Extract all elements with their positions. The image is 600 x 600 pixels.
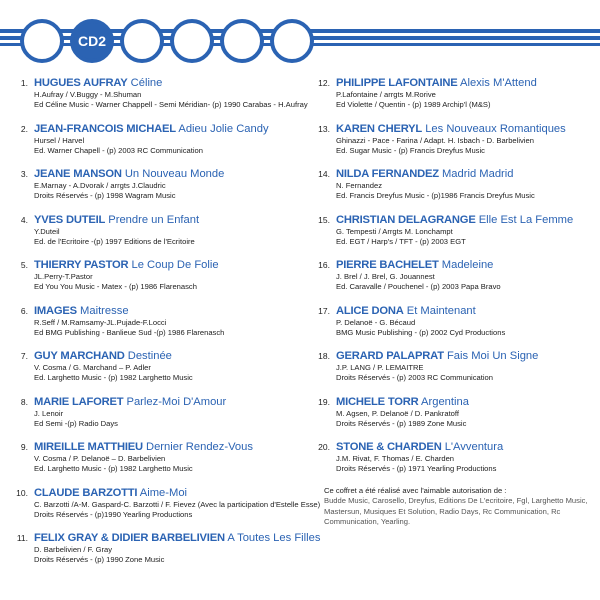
track-credit: Ed Céline Music - Warner Chappell - Semi Méridian- (p) 1990 Carabas - H.Aufray xyxy=(34,100,308,109)
track-credit: E.Marnay - A.Dvorak / arrgts J.Claudric xyxy=(34,181,166,190)
disc-circle xyxy=(220,19,264,63)
track-credit: C. Barzotti /A-M. Gaspard-C. Barzotti / F. Fievez (Avec la participation d'Estelle Esse) xyxy=(34,499,321,509)
tracklist-left-column xyxy=(6,76,321,577)
track-song: Madeleine xyxy=(441,259,494,271)
track-artist: CLAUDE BARZOTTI xyxy=(34,486,138,499)
track-song: Dernier Rendez-Vous xyxy=(146,441,253,453)
track-item xyxy=(6,531,321,565)
track-body xyxy=(34,122,306,156)
track-body xyxy=(336,349,598,383)
track-title xyxy=(34,304,306,318)
track-number: 15. xyxy=(318,214,330,225)
track-number: 2. xyxy=(20,123,28,134)
track-artist: GUY MARCHAND xyxy=(34,350,125,362)
track-item xyxy=(6,167,306,201)
track-artist: FELIX GRAY & DIDIER BARBELIVIEN xyxy=(34,532,225,544)
track-credit: Ed BMG Publishing - Banlieue Sud -(p) 1986 Flarenasch xyxy=(34,327,225,337)
track-title xyxy=(336,122,598,136)
track-number: 18. xyxy=(318,351,330,361)
track-item xyxy=(6,349,306,383)
track-credit: Ed. Caravalle / Pouchenel - (p) 2003 Papa Bravo xyxy=(336,282,501,291)
track-body xyxy=(34,167,306,201)
disc-circles xyxy=(20,19,314,69)
track-artist: GERARD PALAPRAT xyxy=(336,350,444,362)
track-number: 6. xyxy=(20,305,28,316)
track-body xyxy=(336,395,598,429)
track-credit: R.Seff / M.Ramsamy-JL.Pujade-F.Locci xyxy=(34,317,167,327)
track-song: Et Maintenant xyxy=(406,304,476,317)
track-number: 17. xyxy=(318,305,330,316)
track-artist: MICHELE TORR xyxy=(336,395,419,408)
track-title xyxy=(34,167,306,181)
track-item xyxy=(308,395,598,429)
track-credit: J.M. Rivat, F. Thomas / E. Charden xyxy=(336,454,455,463)
track-artist: CHRISTIAN DELAGRANGE xyxy=(336,213,476,226)
header-banner xyxy=(0,0,600,75)
track-credit: Ed. EGT / Harp's / TFT - (p) 2003 EGT xyxy=(336,236,466,246)
track-number: 13. xyxy=(318,123,330,134)
track-song: Argentina xyxy=(421,395,469,408)
track-number: 14. xyxy=(318,169,330,179)
track-body xyxy=(34,213,306,247)
disc-label: CD2 xyxy=(77,33,106,49)
track-credit: Ed Semi -(p) Radio Days xyxy=(34,418,118,428)
track-credit: Droits Réservés - (p) 1971 Yearling Productions xyxy=(336,464,497,473)
track-credit: H.Aufray / V.Buggy - M.Shuman xyxy=(34,90,142,99)
track-credit: M. Agsen, P. Delanoë / D. Pankratoff xyxy=(336,408,459,418)
track-body xyxy=(34,440,306,474)
track-artist: THIERRY PASTOR xyxy=(34,259,129,271)
track-artist: JEAN-FRANCOIS MICHAEL xyxy=(34,122,176,135)
track-artist: MIREILLE MATTHIEU xyxy=(34,441,143,453)
track-credit: V. Cosma / G. Marchand – P. Adler xyxy=(34,363,151,372)
track-body xyxy=(34,258,306,292)
track-body xyxy=(336,167,598,201)
track-title xyxy=(336,440,598,454)
track-body xyxy=(34,531,321,565)
track-song: Elle Est La Femme xyxy=(478,213,574,226)
track-title xyxy=(34,531,321,545)
track-number: 7. xyxy=(20,351,28,361)
track-body xyxy=(34,395,306,429)
track-number: 16. xyxy=(318,260,330,270)
track-artist: IMAGES xyxy=(34,304,77,317)
track-credit: Ed. Francis Dreyfus Music - (p)1986 Francis Dreyfus Music xyxy=(336,191,535,200)
track-item xyxy=(6,258,306,292)
track-credit: Y.Duteil xyxy=(34,226,60,236)
track-number: 20. xyxy=(318,442,330,452)
disc-circle xyxy=(20,19,64,63)
track-song: Céline xyxy=(130,77,163,89)
track-credit: Droits Réservés - (p) 1998 Wagram Music xyxy=(34,191,176,200)
track-title xyxy=(34,258,306,272)
track-number: 19. xyxy=(318,396,330,407)
track-credit: Droits Réservés - (p) 2003 RC Communication xyxy=(336,373,493,382)
track-item xyxy=(6,76,306,110)
track-song: A Toutes Les Filles xyxy=(227,532,321,544)
track-body xyxy=(336,122,598,156)
track-body xyxy=(336,258,598,292)
track-title xyxy=(34,486,306,500)
track-credit: Ed You You Music - Matex - (p) 1986 Flarenasch xyxy=(34,282,197,291)
footer-credits xyxy=(324,486,598,528)
track-item xyxy=(308,258,598,292)
track-item xyxy=(6,122,306,156)
track-credit: D. Barbelivien / F. Gray xyxy=(34,545,113,554)
track-artist: PIERRE BACHELET xyxy=(336,259,439,271)
track-artist: HUGUES AUFRAY xyxy=(34,77,128,89)
track-title xyxy=(336,304,598,318)
track-credit: J. Brel / J. Brel, G. Jouannest xyxy=(336,272,435,281)
track-credit: Droits Réservés - (p)1990 Yearling Productions xyxy=(34,509,193,519)
track-artist: MARIE LAFORET xyxy=(34,395,124,408)
track-song: Aime-Moi xyxy=(139,486,188,499)
track-title xyxy=(336,349,598,363)
track-title xyxy=(336,167,598,181)
track-title xyxy=(336,213,598,227)
track-item xyxy=(308,122,598,156)
track-number: 5. xyxy=(20,260,28,270)
track-title xyxy=(34,213,306,227)
track-item xyxy=(308,76,598,110)
footer-note: Ce coffret a été réalisé avec l'aimable autorisation de : xyxy=(324,485,507,495)
footer-line: Communication, Yearling. xyxy=(324,517,411,526)
track-item xyxy=(6,486,321,520)
track-item xyxy=(6,395,306,429)
track-body xyxy=(34,304,306,338)
footer-line: Budde Music, Carosello, Dreyfus, Editions De L'ecritoire, Fgl, Larghetto Music, xyxy=(324,496,588,505)
track-credit: Ed Violette / Quentin - (p) 1989 Archip'l (M&S) xyxy=(336,100,491,109)
track-credit: V. Cosma / P. Delanoë – D. Barbelivien xyxy=(34,454,166,463)
track-artist: KAREN CHERYL xyxy=(336,122,423,135)
track-artist: STONE & CHARDEN xyxy=(336,441,442,453)
track-credit: P. Delanoë - G. Bécaud xyxy=(336,317,416,327)
track-number: 4. xyxy=(20,214,28,225)
track-artist: YVES DUTEIL xyxy=(34,213,106,226)
track-body xyxy=(34,349,306,383)
track-number: 8. xyxy=(20,396,28,407)
track-song: Le Coup De Folie xyxy=(131,259,219,271)
track-item xyxy=(6,304,306,338)
track-title xyxy=(34,349,306,363)
track-song: Alexis M'Attend xyxy=(460,77,537,89)
track-number: 12. xyxy=(318,78,330,88)
track-credit: JL.Perry-T.Pastor xyxy=(34,272,93,281)
track-credit: Ed. Larghetto Music - (p) 1982 Larghetto Music xyxy=(34,464,193,473)
footer-line: Mastersun, Musiques Et Solution, Radio Days, Rc Communication, Rc xyxy=(324,506,561,516)
track-credit: Droits Réservés - (p) 1990 Zone Music xyxy=(34,555,165,564)
track-song: Parlez-Moi D'Amour xyxy=(126,395,227,408)
track-artist: NILDA FERNANDEZ xyxy=(336,168,439,180)
track-item xyxy=(6,440,306,474)
track-number: 10. xyxy=(16,487,28,498)
track-number: 11. xyxy=(16,533,28,543)
track-song: Un Nouveau Monde xyxy=(124,168,225,180)
track-song: Adieu Jolie Candy xyxy=(178,122,269,135)
track-credit: Ed. Larghetto Music - (p) 1982 Larghetto Music xyxy=(34,373,193,382)
track-credit: J.P. LANG / P. LEMAITRE xyxy=(336,363,424,372)
track-song: Les Nouveaux Romantiques xyxy=(425,122,566,135)
track-title xyxy=(34,122,306,136)
track-body xyxy=(336,76,598,110)
track-item xyxy=(308,213,598,247)
track-artist: JEANE MANSON xyxy=(34,168,122,180)
track-body xyxy=(336,440,598,474)
track-body xyxy=(336,213,598,247)
track-song: L'Avventura xyxy=(444,441,504,453)
track-item xyxy=(308,440,598,474)
track-item xyxy=(6,213,306,247)
track-song: Maitresse xyxy=(80,304,129,317)
track-song: Prendre un Enfant xyxy=(108,213,200,226)
track-item xyxy=(308,349,598,383)
track-credit: Ghinazzi - Pace - Farina / Adapt. H. Isbach - D. Barbelivien xyxy=(336,135,534,145)
track-song: Destinée xyxy=(127,350,172,362)
track-title xyxy=(336,258,598,272)
track-credit: G. Tempesti / Arrgts M. Lonchampt xyxy=(336,226,453,236)
track-number: 9. xyxy=(20,442,28,452)
track-title xyxy=(34,440,306,454)
disc-circle-active xyxy=(70,19,114,63)
track-number: 1. xyxy=(20,78,28,88)
track-body xyxy=(336,304,598,338)
track-credit: Ed. de l'Ecritoire -(p) 1997 Editions de l'Ecritoire xyxy=(34,236,195,246)
track-body xyxy=(34,76,306,110)
track-credit: P.Lafontaine / arrgts M.Rorive xyxy=(336,90,436,99)
track-body xyxy=(34,486,321,520)
disc-circle xyxy=(170,19,214,63)
track-title xyxy=(34,395,306,409)
track-title xyxy=(34,76,306,90)
track-song: Fais Moi Un Signe xyxy=(446,350,539,362)
track-item xyxy=(308,167,598,201)
track-title xyxy=(336,395,598,409)
track-credit: Ed. Sugar Music - (p) Francis Dreyfus Music xyxy=(336,145,485,155)
track-artist: PHILIPPE LAFONTAINE xyxy=(336,77,458,89)
track-credit: BMG Music Publishing - (p) 2002 Cyd Productions xyxy=(336,327,506,337)
track-credit: Ed. Warner Chapell - (p) 2003 RC Communication xyxy=(34,145,203,155)
track-item xyxy=(308,304,598,338)
disc-circle xyxy=(270,19,314,63)
track-number: 3. xyxy=(20,169,28,179)
track-credit: J. Lenoir xyxy=(34,408,64,418)
track-title xyxy=(336,76,598,90)
track-credit: Hursel / Harvel xyxy=(34,135,85,145)
disc-circle xyxy=(120,19,164,63)
track-credit: N. Fernandez xyxy=(336,181,383,190)
track-credit: Droits Réservés - (p) 1989 Zone Music xyxy=(336,418,467,428)
tracklist-right-column xyxy=(308,76,598,528)
track-artist: ALICE DONA xyxy=(336,304,404,317)
track-song: Madrid Madrid xyxy=(441,168,514,180)
